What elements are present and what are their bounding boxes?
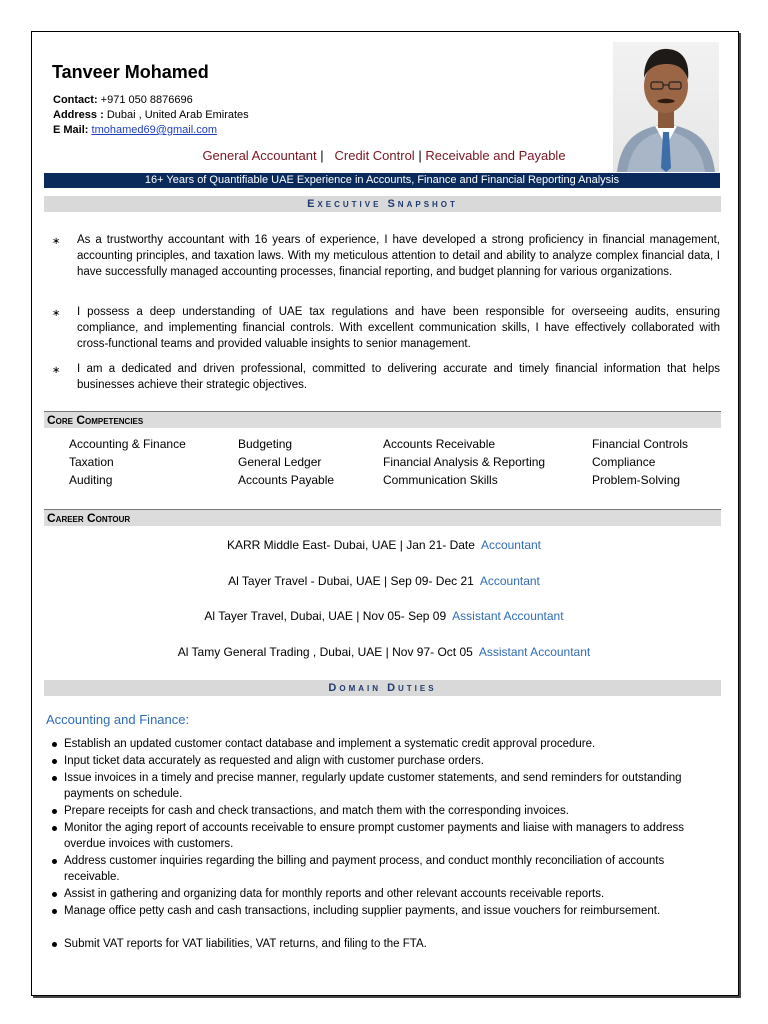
core-competencies-heading: Core Competencies — [44, 411, 721, 428]
career-company: Al Tayer Travel, Dubai, UAE — [204, 609, 353, 623]
bullet-icon — [52, 776, 57, 781]
candidate-name: Tanveer Mohamed — [52, 62, 209, 82]
duty-item — [52, 886, 712, 902]
career-separator: | — [356, 609, 360, 623]
asterisk-bullet-icon: ∗ — [52, 236, 61, 247]
career-period: Nov 97- Oct 05 — [392, 645, 473, 659]
bullet-icon — [52, 759, 57, 764]
bullet-icon — [52, 859, 57, 864]
role-separator: | — [418, 148, 422, 163]
competency-item: Problem-Solving — [592, 473, 681, 487]
role-separator: | — [320, 148, 324, 163]
competency-item: Financial Analysis & Reporting — [383, 455, 546, 469]
bullet-icon — [52, 742, 57, 747]
competency-item: Taxation — [69, 455, 114, 469]
duty-text: Submit VAT reports for VAT liabilities, VAT returns, and filing to the FTA. — [64, 938, 427, 950]
bullet-icon — [52, 909, 57, 914]
asterisk-bullet-icon: ∗ — [52, 365, 61, 376]
career-title: Accountant — [479, 574, 540, 588]
career-title: Assistant Accountant — [452, 609, 564, 623]
banner-years: 16+ Years of Quantifiable UAE Experience — [144, 174, 352, 186]
bullet-icon — [52, 809, 57, 814]
address-label: Address : — [53, 109, 104, 121]
contact-phone: +971 050 8876696 — [100, 94, 193, 106]
duty-item — [52, 770, 712, 802]
career-contour-heading: Career Contour — [44, 509, 721, 526]
duty-text: Prepare receipts for cash and check transactions, and match them with the corresponding invoices. — [64, 805, 569, 817]
career-entry — [0, 645, 768, 659]
competency-item: Financial Controls — [592, 437, 689, 451]
duty-text: Input ticket data accurately as requested and align with customer purchase orders. — [64, 755, 484, 767]
career-entry — [0, 538, 768, 552]
address-line — [53, 108, 249, 123]
email-link[interactable]: tmohamed69@gmail.com — [91, 124, 218, 136]
career-company: KARR Middle East- Dubai, UAE — [227, 538, 397, 552]
duty-text: Establish an updated customer contact database and implement a systematic credit approval procedure. — [64, 738, 596, 750]
experience-banner — [44, 173, 720, 188]
duty-text: Address customer inquiries regarding the billing and payment process, and conduct monthly reconciliation of accounts receivable. — [64, 855, 665, 883]
role-general-accountant: General Accountant — [202, 148, 317, 163]
duty-item — [52, 803, 712, 819]
career-title: Accountant — [480, 538, 541, 552]
email-label: E Mail: — [53, 124, 89, 136]
snapshot-text: I am a dedicated and driven professional, committed to delivering accurate and timely financial information that helps businesses achieve their strategic objectives. — [77, 363, 720, 391]
domain-duties-heading-text: Domain Duties — [328, 682, 437, 694]
competency-item: Accounts Receivable — [383, 437, 496, 451]
competency-column — [238, 435, 334, 489]
snapshot-text: As a trustworthy accountant with 16 years of experience, I have developed a strong proficiency in financial management, accounting principles, and taxation laws. With my meticulous attention to detail and ability to analyze complex financial data, I have successfully managed accounting processes, financial reporting, and budget planning for various organizations. — [77, 234, 720, 278]
career-company: Al Tayer Travel - Dubai, UAE — [228, 574, 381, 588]
competency-item: General Ledger — [238, 455, 322, 469]
career-entry — [0, 609, 768, 623]
duty-item — [52, 753, 712, 769]
duty-text: Monitor the aging report of accounts receivable to ensure prompt customer payments and liaise with managers to address overdue invoices with customers. — [64, 822, 685, 850]
asterisk-bullet-icon: ∗ — [52, 308, 61, 319]
career-entry — [0, 574, 768, 588]
competency-column — [592, 435, 688, 489]
duties-subheading: Accounting and Finance: — [46, 712, 190, 727]
career-period: Sep 09- Dec 21 — [390, 574, 474, 588]
competency-item: Accounting & Finance — [69, 437, 186, 451]
snapshot-item — [52, 304, 720, 352]
duty-text: Manage office petty cash and cash transactions, including supplier payments, and issue vouchers for reimbursement. — [64, 905, 661, 917]
executive-snapshot-heading-text: Executive Snapshot — [307, 198, 458, 210]
bullet-icon — [52, 892, 57, 897]
career-company: Al Tamy General Trading , Dubai, UAE — [177, 645, 383, 659]
competency-column — [383, 435, 545, 489]
competency-item: Auditing — [69, 473, 113, 487]
competency-item: Compliance — [592, 455, 656, 469]
bullet-icon — [52, 942, 57, 947]
role-credit-control: Credit Control — [334, 148, 415, 163]
bullet-icon — [52, 826, 57, 831]
snapshot-item — [52, 232, 720, 280]
duty-item — [52, 820, 712, 852]
duty-text: Assist in gathering and organizing data for monthly reports and other relevant accounts receivable reports. — [64, 888, 605, 900]
domain-duties-heading — [44, 680, 721, 696]
duty-item — [52, 903, 712, 919]
snapshot-item — [52, 361, 720, 393]
executive-snapshot-heading — [44, 196, 721, 212]
role-receivable-payable: Receivable and Payable — [425, 148, 566, 163]
competency-column — [69, 435, 186, 489]
contact-line — [53, 93, 193, 108]
snapshot-text: I possess a deep understanding of UAE tax regulations and have been responsible for overseeing audits, ensuring compliance, and implementing financial controls. With excellent communication skills, I have effectively collaborated with cross-functional teams and provided valuable insights to senior management. — [77, 306, 720, 350]
career-separator: | — [383, 574, 388, 588]
career-period: Nov 05- Sep 09 — [362, 609, 447, 623]
email-line — [53, 123, 217, 138]
banner-focus: in Accounts, Finance and Financial Reporting Analysis — [351, 174, 620, 186]
competency-item: Accounts Payable — [238, 473, 335, 487]
career-title: Assistant Accountant — [478, 645, 591, 659]
duty-item — [52, 736, 712, 752]
contact-label: Contact: — [53, 94, 98, 106]
career-separator: | — [385, 645, 389, 659]
career-period: Jan 21- Date — [406, 538, 475, 552]
duty-text: Issue invoices in a timely and precise manner, regularly update customer statements, and send reminders for outstanding payments on schedule. — [64, 772, 682, 800]
competency-item: Communication Skills — [383, 473, 498, 487]
address-value: Dubai , United Arab Emirates — [106, 109, 249, 121]
duty-item — [52, 853, 712, 885]
competency-item: Budgeting — [238, 437, 293, 451]
roles-line — [0, 148, 768, 163]
career-separator: | — [399, 538, 403, 552]
duty-item — [52, 936, 712, 952]
